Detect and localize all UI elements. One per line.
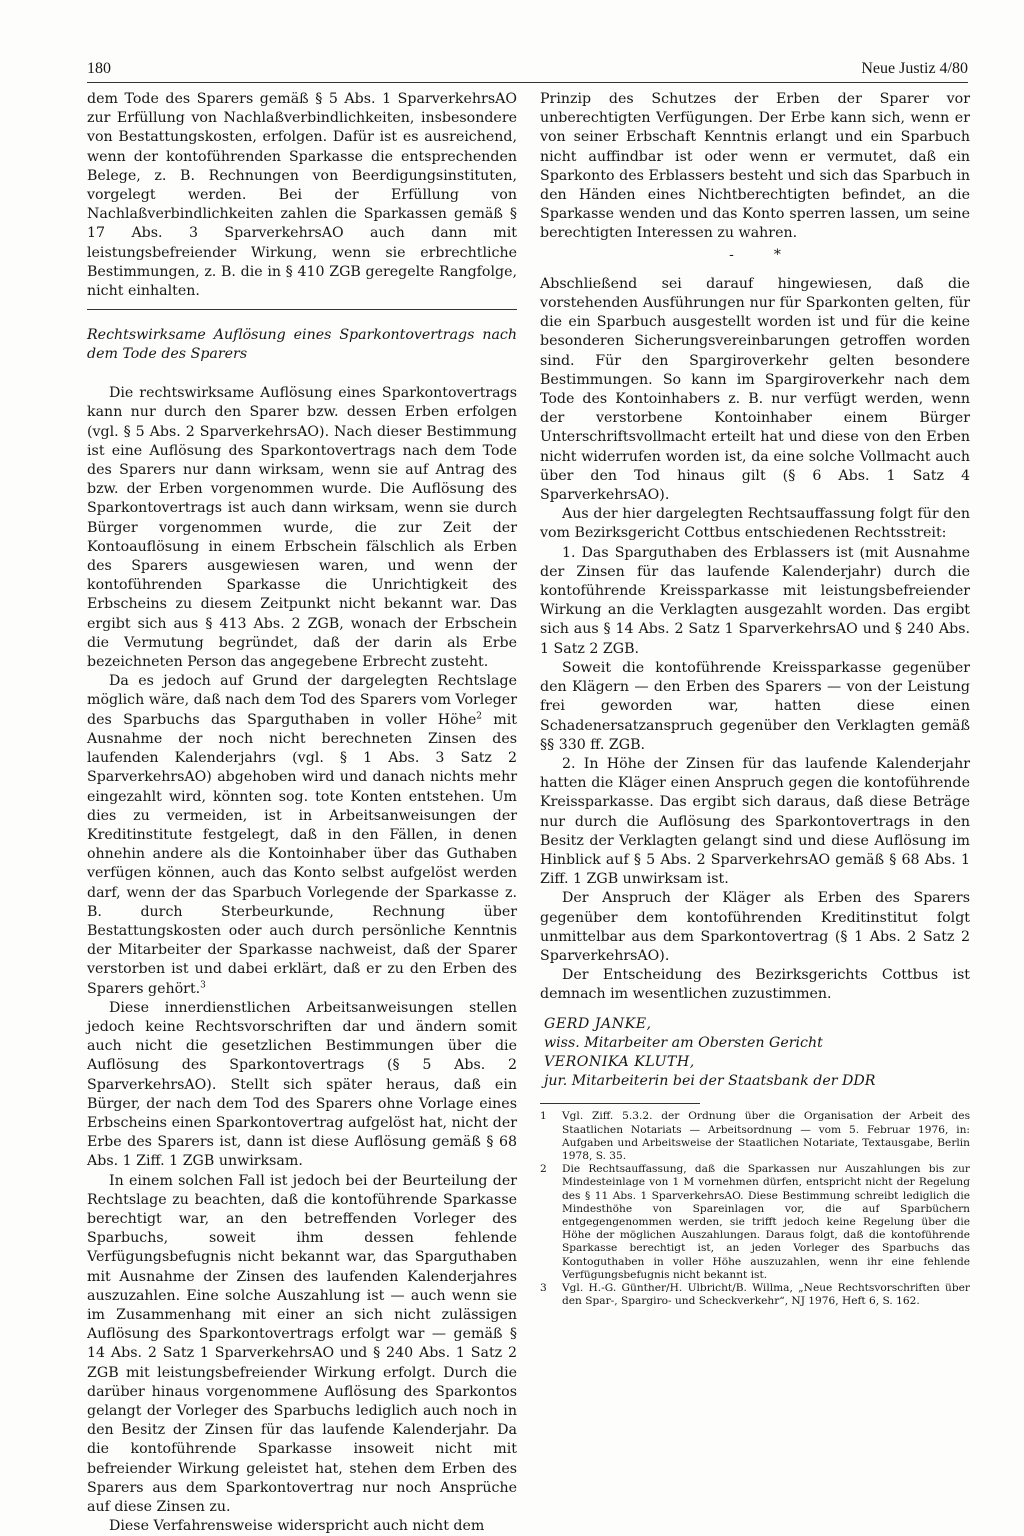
footnote-number: 3 xyxy=(540,1282,547,1294)
intro-paragraph: dem Tode des Sparers gemäß § 5 Abs. 1 SparverkehrsAO zur Erfüllung von Nachlaßverbindlichkeiten, insbesondere von Bestattungskosten, erfolgen. Dafür ist es ausreichend, wenn der kontoführenden Sparkasse die entsprechenden Belege, z. B. Rechnungen von Beerdigungsinstituten, vorgelegt werden. Bei der Erfüllung von Nachlaßverbindlichkeiten zahlen die Sparkassen gemäß § 17 Abs. 3 SparverkehrsAO auch dann mit leistungsbefreiender Wirkung, wenn sie erbrechtliche Bestimmungen, z. B. die in § 410 ZGB geregelte Rangfolge, nicht einhalten. xyxy=(87,91,517,300)
paragraph-text: mit Ausnahme der noch nicht berechneten Zinsen des laufenden Kalenderjahrs (vgl. § 1 Abs. 3 Satz 2 SparverkehrsAO) abgehoben wird und danach nichts mehr eingezahlt wird, könnten sog. tote Konten entstehen. Um dies zu vermeiden, ist in Arbeitsanweisungen der Kreditinstitute festgelegt, daß in den Fällen, in denen ohnehin andere als die Kontoinhaber über das Guthaben verfügen können, auch das Konto selbst aufgelöst werden darf, wenn der das Sparbuch Vorlegende der Sparkasse z. B. durch Sterbeurkunde, Rechnung über Bestattungskosten oder auch durch persönliche Kenntnis der Mitarbeiter der Sparkasse nachweist, daß der Sparer verstorben ist und dabei erklärt, daß er zu den Erben des Sparers gehört. xyxy=(87,711,517,997)
footnote-rule xyxy=(540,1103,700,1104)
paragraph-text: Da es jedoch auf Grund der dargelegten Rechtslage möglich wäre, daß nach dem Tod des Sparers vom Vorleger des Sparbuchs das Sparguthaben in voller Höhe xyxy=(87,673,517,728)
paragraph: Abschließend sei darauf hingewiesen, daß die vorstehenden Ausführungen nur für Sparkonten gelten, für die ein Sparbuch ausgestellt worden ist und für die keine besonderen Sicherungsvereinbarungen getroffen worden sind. Für den Spargiroverkehr gelten besondere Bestimmungen. So kann im Spargiroverkehr nach dem Tode des Kontoinhabers z. B. nur verfügt werden, wenn der verstorbene Kontoinhaber einem Bürger Unterschriftsvollmacht erteilt hat und diese von den Erben nicht widerrufen worden ist, da eine solche Vollmacht auch über den Tod hinaus gilt (§ 6 Abs. 1 Satz 4 SparverkehrsAO). xyxy=(540,275,970,504)
footnote xyxy=(540,1282,970,1308)
footnote-text: Die Rechtsauffassung, daß die Sparkassen nur Auszahlungen bis zur Mindesteinlage von 1 M vornehmen dürfen, entspricht nicht der Regelung des § 11 Abs. 1 SparverkehrsAO. Diese Bestimmung schreibt lediglich die Mindesthöhe von Spareinlagen vor, die auf Sparbüchern entgegengenommen werden, sie trifft jedoch keine Regelung über die Höhe der möglichen Auszahlungen. Daraus folgt, daß die kontoführende Sparkasse berechtigt ist, an jeden Vorleger des Sparbuchs das Kontoguthaben in voller Höhe auszuzahlen, wenn ihr eine fehlende Verfügungsbefugnis nicht bekannt ist. xyxy=(562,1163,970,1281)
paragraph: Der Anspruch der Kläger als Erben des Sparers gegenüber dem kontoführenden Kreditinstitut folgt unmittelbar aus dem Sparkontovertrag (§ 1 Abs. 2 Satz 2 SparverkehrsAO). xyxy=(540,890,970,964)
paragraph: In einem solchen Fall ist jedoch bei der Beurteilung der Rechtslage zu beachten, daß die kontoführende Sparkasse berechtigt war, an den betreffenden Vorleger des Sparbuchs, soweit ihm dessen fehlende Verfügungsbefugnis nicht bekannt war, das Sparguthaben mit Ausnahme der Zinsen des laufenden Kalenderjahres auszuzahlen. Eine solche Auszahlung ist — auch wenn sie im Zusammenhang mit einer an sich nicht zulässigen Auflösung des Sparkontovertrags erfolgt war — gemäß § 14 Abs. 2 Satz 1 SparverkehrsAO und § 240 Abs. 1 Satz 2 ZGB mit leistungsbefreiender Wirkung erfolgt. Durch die darüber hinaus vorgenommene Auflösung des Sparkontos gelangt der Vorleger des Sparbuchs lediglich auch noch in den Besitz der Zinsen für das laufende Kalenderjahr. Da die kontoführende Sparkasse insoweit nicht mit befreiender Wirkung geleistet hat, stehen dem Erben des Sparers aus dem Sparkontovertrag nur noch Ansprüche auf diese Zinsen zu. xyxy=(87,1172,517,1516)
footnote-ref: 3 xyxy=(200,979,206,990)
page-header xyxy=(87,60,968,83)
left-column xyxy=(87,90,517,1536)
paragraph: Diese Verfahrensweise widerspricht auch nicht dem xyxy=(109,1518,485,1535)
footnote xyxy=(540,1163,970,1282)
paragraph: 2. In Höhe der Zinsen für das laufende Kalenderjahr hatten die Kläger einen Anspruch gegen die kontoführende Kreissparkasse. Das ergibt sich daraus, daß diese Beträge nur durch die Auflösung des Sparkontovertrags in den Besitz der Verklagten gelangt sind und diese Auflösung im Hinblick auf § 5 Abs. 2 SparverkehrsAO gemäß § 68 Abs. 1 Ziff. 1 ZGB unwirksam ist. xyxy=(540,755,970,888)
footnote-number: 1 xyxy=(540,1110,547,1123)
paragraph: Prinzip des Schutzes der Erben der Sparer vor unberechtigten Verfügungen. Der Erbe kann sich, wenn er von seiner Erbschaft Kenntnis erlangt und ein Sparbuch nicht auffindbar ist oder wenn er vermutet, daß ein Sparkonto des Erblassers besteht und sich das Sparbuch in den Händen eines Nichtberechtigten befindet, an die Sparkasse wenden und das Konto sperren lassen, um seine berechtigten Interessen zu wahren. xyxy=(540,91,970,242)
paragraph: Diese innerdienstlichen Arbeitsanweisungen stellen jedoch keine Rechtsvorschriften dar und ändern somit auch nicht die gesetzlichen Bestimmungen über die Auflösung des Sparkontovertrags (§ 5 Abs. 2 SparverkehrsAO). Stellt sich später heraus, daß ein Bürger, der nach dem Tod des Sparers ohne Vorlage eines Erbscheins einen Sparkontovertrag aufgelöst hat, nicht der Erbe des Sparers ist, dann ist diese Auflösung gemäß § 68 Abs. 1 Ziff. 1 ZGB unwirksam. xyxy=(87,999,517,1170)
footnote-text: Vgl. Ziff. 5.3.2. der Ordnung über die Organisation der Arbeit des Staatlichen Notariats — Arbeitsordnung — vom 5. Februar 1976, in: Aufgaben und Arbeitsweise der Staatlichen Notariate, Textausgabe, Berlin 1978, S. 35. xyxy=(562,1110,970,1162)
paragraph: Aus der hier dargelegten Rechtsauffassung folgt für den vom Bezirksgericht Cottbus entschiedenen Rechtsstreit: xyxy=(540,506,970,542)
separator-star: * xyxy=(773,246,781,263)
page-number: 180 xyxy=(87,60,111,77)
section-separator xyxy=(540,246,970,265)
section-divider xyxy=(87,309,517,310)
paragraph: Der Entscheidung des Bezirksgerichts Cottbus ist demnach im wesentlichen zuzustimmen. xyxy=(540,967,970,1003)
footnote xyxy=(540,1110,970,1163)
author-name: GERD JANKE, xyxy=(544,1015,652,1032)
footnote-text: Vgl. H.-G. Günther/H. Ulbricht/B. Willma, „Neue Rechtsvorschriften über den Spar-, Spargiro- und Scheckverkehr“, NJ 1976, Heft 6, S. 162. xyxy=(562,1282,970,1308)
right-column xyxy=(540,90,970,1308)
paragraph xyxy=(87,672,517,998)
paragraph: 1. Das Sparguthaben des Erblassers ist (mit Ausnahme der Zinsen für das laufende Kalenderjahr) durch die kontoführende Kreissparkasse mit leistungsbefreiender Wirkung an die Verklagten ausgezahlt worden. Das ergibt sich aus § 14 Abs. 2 Satz 1 SparverkehrsAO und § 240 Abs. 1 Satz 2 ZGB. xyxy=(540,544,970,657)
paragraph: Soweit die kontoführende Kreissparkasse gegenüber den Klägern — den Erben des Sparers — von der Leistung frei geworden war, hatten diese einen Schadenersatzanspruch gegenüber den Verklagten gemäß §§ 330 ff. ZGB. xyxy=(540,659,970,753)
author-role: wiss. Mitarbeiter am Obersten Gericht xyxy=(544,1034,823,1051)
separator-dash: - xyxy=(729,246,734,263)
section-title: Rechtswirksame Auflösung eines Sparkontovertrags nach dem Tode des Sparers xyxy=(87,327,517,363)
journal-issue: Neue Justiz 4/80 xyxy=(861,60,968,77)
footnote-ref: 2 xyxy=(476,710,482,721)
author-role: jur. Mitarbeiterin bei der Staatsbank der DDR xyxy=(544,1073,876,1090)
footnote-number: 2 xyxy=(540,1163,547,1176)
paragraph: Die rechtswirksame Auflösung eines Sparkontovertrags kann nur durch den Sparer bzw. dessen Erben erfolgen (vgl. § 5 Abs. 2 SparverkehrsAO). Nach dieser Bestimmung ist eine Auflösung des Sparkontovertrags nach dem Tode des Sparers nur dann wirksam, wenn sie auf Antrag des bzw. der Erben vorgenommen wurde. Die Auflösung des Sparkontovertrags ist auch dann wirksam, wenn sie durch Bürger vorgenommen wurde, die zur Zeit der Kontoauflösung in einem Erbschein fälschlich als Erben des Sparers ausgewiesen waren, und wenn der kontoführenden Sparkasse die Unrichtigkeit des Erbscheins zu diesem Zeitpunkt nicht bekannt war. Das ergibt sich aus § 413 Abs. 2 ZGB, wonach der Erbschein die Vermutung begründet, daß der darin als Erbe bezeichneten Person das angegebene Erbrecht zusteht. xyxy=(87,385,517,671)
author-name: VERONIKA KLUTH, xyxy=(544,1053,695,1070)
